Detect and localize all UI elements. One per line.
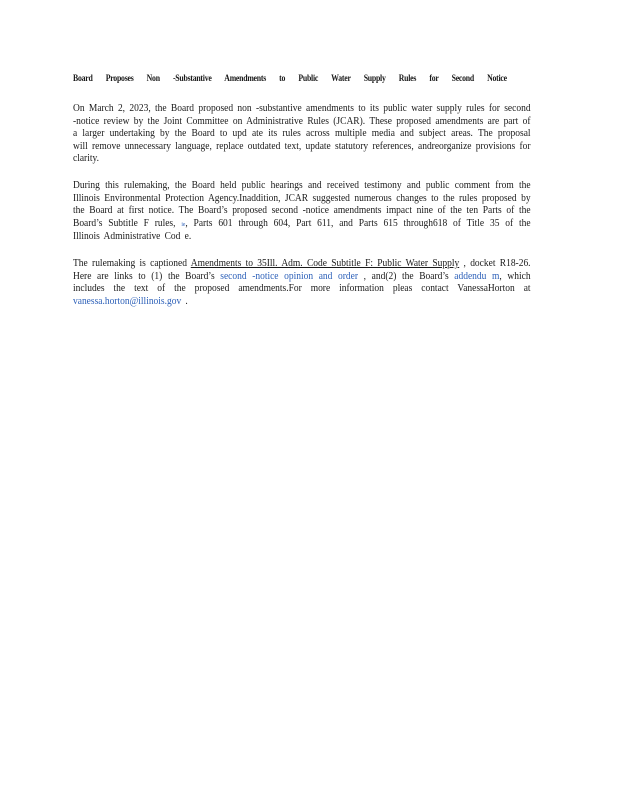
paragraph-links-a: The rulemaking is captioned <box>73 257 191 269</box>
paragraph-links-e: . <box>181 295 188 307</box>
paragraph-intro: On March 2, 2023, the Board proposed non -substantive amendments to its public water supply rules for second -notice review by the Joint Committee on Administrative Rules (JCAR). These proposed amendments are part of a larger undertaking by the Board to upd ate its rules across multiple media and subject areas. The proposal will remove unnecessary language, replace outdated text, update statutory references, andreorganize provisions for clarity. <box>73 103 531 165</box>
opinion-link[interactable]: second -notice opinion and order <box>220 270 359 282</box>
paragraph-links-b: , docket R18-26. Here are links to (1) the Board’s <box>73 257 531 282</box>
paragraph-links-c: , and(2) the Board’s <box>358 270 455 282</box>
paragraph-rulemaking-text: During this rulemaking, the Board held public hearings and received testimony and public comment from the Illinois Environmental Protection Agency.Inaddition, JCAR suggested numerous changes to the rules proposed by the Board at first notice. The Board’s proposed second -notice amendments impact nine of the ten Parts of the Board’s Subtitle F rules, <box>73 179 531 229</box>
rulemaking-caption: Amendments to 35Ill. Adm. Code Subtitle F: Public Water Supply <box>190 257 460 269</box>
paragraph-rulemaking <box>73 180 531 244</box>
paragraph-rulemaking-tail: , Parts 601 through 604, Part 611, and Parts 615 through618 of Title 35 of the Illinois Administrative Cod e. <box>73 217 531 243</box>
paragraph-links-d: , which includes the text of the proposed amendments.For more information pleas contact VanessaHorton at <box>73 270 531 295</box>
document-title: Board Proposes Non -Substantive Amendments to Public Water Supply Rules for Second Notice <box>73 74 507 84</box>
addendum-link[interactable]: addendu m <box>454 270 500 282</box>
document-body <box>73 73 533 322</box>
email-link[interactable]: vanessa.horton@illinois.gov <box>73 295 182 307</box>
ie-note: ie <box>181 221 186 228</box>
paragraph-links <box>73 258 531 308</box>
